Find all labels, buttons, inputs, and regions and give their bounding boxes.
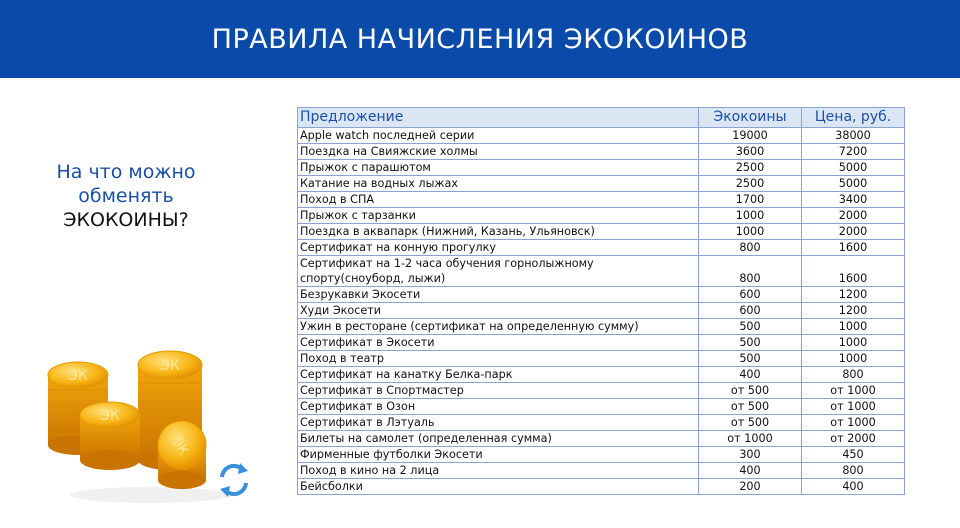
side-question-line-2: обменять bbox=[78, 185, 174, 207]
svg-text:ЭК: ЭК bbox=[168, 434, 191, 458]
table-row bbox=[298, 335, 905, 351]
cell-price: 38000 bbox=[802, 128, 905, 144]
cell-ecocoins: 1000 bbox=[699, 208, 802, 224]
cell-price: 800 bbox=[802, 463, 905, 479]
cell-price: 1000 bbox=[802, 351, 905, 367]
table-row bbox=[298, 415, 905, 431]
svg-text:ЭК: ЭК bbox=[100, 408, 120, 424]
cell-ecocoins: 500 bbox=[699, 335, 802, 351]
column-header-price: Цена, руб. bbox=[802, 108, 905, 128]
table-row bbox=[298, 160, 905, 176]
refresh-icon bbox=[220, 463, 248, 497]
cell-offer: Поход в СПА bbox=[298, 192, 699, 208]
cell-price: от 1000 bbox=[802, 415, 905, 431]
cell-price: 3400 bbox=[802, 192, 905, 208]
cell-ecocoins: от 500 bbox=[699, 399, 802, 415]
cell-offer: Сертификат на конную прогулку bbox=[298, 240, 699, 256]
table-row bbox=[298, 367, 905, 383]
cell-offer: Бейсболки bbox=[298, 479, 699, 495]
cell-ecocoins: 1700 bbox=[699, 192, 802, 208]
cell-offer: Фирменные футболки Экосети bbox=[298, 447, 699, 463]
cell-price: 1000 bbox=[802, 319, 905, 335]
cell-ecocoins: от 500 bbox=[699, 383, 802, 399]
table-row bbox=[298, 256, 905, 287]
cell-offer: Ужин в ресторане (сертификат на определенную сумму) bbox=[298, 319, 699, 335]
cell-ecocoins: 500 bbox=[699, 351, 802, 367]
side-question-line-3: ЭКОКОИНЫ? bbox=[63, 209, 189, 231]
cell-price: от 1000 bbox=[802, 383, 905, 399]
table-row bbox=[298, 128, 905, 144]
cell-price: 1600 bbox=[802, 240, 905, 256]
cell-ecocoins: 1000 bbox=[699, 224, 802, 240]
cell-ecocoins: 200 bbox=[699, 479, 802, 495]
cell-offer: Билеты на самолет (определенная сумма) bbox=[298, 431, 699, 447]
cell-offer: Сертификат на канатку Белка-парк bbox=[298, 367, 699, 383]
cell-price: 1000 bbox=[802, 335, 905, 351]
cell-ecocoins: 600 bbox=[699, 303, 802, 319]
cell-offer: Катание на водных лыжах bbox=[298, 176, 699, 192]
table-row bbox=[298, 192, 905, 208]
cell-offer: Прыжок с тарзанки bbox=[298, 208, 699, 224]
cell-price: 5000 bbox=[802, 176, 905, 192]
column-header-ecocoins: Экокоины bbox=[699, 108, 802, 128]
table-row bbox=[298, 399, 905, 415]
table-row bbox=[298, 144, 905, 160]
cell-ecocoins: 800 bbox=[699, 240, 802, 256]
cell-price: 7200 bbox=[802, 144, 905, 160]
coin-front-right bbox=[158, 421, 206, 489]
cell-offer: Поход в кино на 2 лица bbox=[298, 463, 699, 479]
coin-front-left bbox=[80, 402, 140, 470]
table-body bbox=[298, 128, 905, 495]
cell-offer: Сертификат в Озон bbox=[298, 399, 699, 415]
cell-offer: Худи Экосети bbox=[298, 303, 699, 319]
cell-offer: Поход в театр bbox=[298, 351, 699, 367]
cell-price: 450 bbox=[802, 447, 905, 463]
table-row bbox=[298, 447, 905, 463]
offers-table-wrapper bbox=[297, 107, 905, 495]
cell-ecocoins: 500 bbox=[699, 319, 802, 335]
cell-price: 400 bbox=[802, 479, 905, 495]
table-row bbox=[298, 431, 905, 447]
table-row bbox=[298, 240, 905, 256]
table-row bbox=[298, 208, 905, 224]
cell-ecocoins: 300 bbox=[699, 447, 802, 463]
table-header-row bbox=[298, 108, 905, 128]
coins-illustration bbox=[40, 335, 260, 510]
cell-offer: Поездка в аквапарк (Нижний, Казань, Ульяновск) bbox=[298, 224, 699, 240]
cell-ecocoins: 600 bbox=[699, 287, 802, 303]
side-question-line-1: На что можно bbox=[56, 161, 196, 183]
cell-offer: Сертификат на 1-2 часа обучения горнолыжному спорту(сноуборд, лыжи) bbox=[298, 256, 699, 287]
cell-offer: Прыжок с парашютом bbox=[298, 160, 699, 176]
table-row bbox=[298, 176, 905, 192]
table-row bbox=[298, 479, 905, 495]
cell-offer: Сертификат в Спортмастер bbox=[298, 383, 699, 399]
table-row bbox=[298, 287, 905, 303]
cell-offer: Сертификат в Экосети bbox=[298, 335, 699, 351]
cell-ecocoins: от 1000 bbox=[699, 431, 802, 447]
cell-price: 1200 bbox=[802, 287, 905, 303]
cell-offer: Сертификат в Лэтуаль bbox=[298, 415, 699, 431]
table-row bbox=[298, 303, 905, 319]
side-question bbox=[36, 160, 216, 232]
cell-price: 2000 bbox=[802, 224, 905, 240]
cell-price: 2000 bbox=[802, 208, 905, 224]
table-row bbox=[298, 383, 905, 399]
table-row bbox=[298, 319, 905, 335]
table-row bbox=[298, 351, 905, 367]
cell-ecocoins: 3600 bbox=[699, 144, 802, 160]
offers-table bbox=[297, 107, 905, 495]
cell-offer: Apple watch последней серии bbox=[298, 128, 699, 144]
cell-price: 1600 bbox=[802, 256, 905, 287]
table-row bbox=[298, 463, 905, 479]
cell-price: от 2000 bbox=[802, 431, 905, 447]
cell-ecocoins: 800 bbox=[699, 256, 802, 287]
svg-text:ЭК: ЭК bbox=[160, 358, 180, 374]
cell-price: от 1000 bbox=[802, 399, 905, 415]
cell-ecocoins: 400 bbox=[699, 463, 802, 479]
cell-ecocoins: 2500 bbox=[699, 176, 802, 192]
cell-offer: Безрукавки Экосети bbox=[298, 287, 699, 303]
page-title: ПРАВИЛА НАЧИСЛЕНИЯ ЭКОКОИНОВ bbox=[211, 23, 749, 55]
cell-ecocoins: 2500 bbox=[699, 160, 802, 176]
cell-price: 800 bbox=[802, 367, 905, 383]
table-row bbox=[298, 224, 905, 240]
cell-ecocoins: от 500 bbox=[699, 415, 802, 431]
column-header-offer: Предложение bbox=[298, 108, 699, 128]
cell-price: 5000 bbox=[802, 160, 905, 176]
cell-offer: Поездка на Свияжские холмы bbox=[298, 144, 699, 160]
header-bar bbox=[0, 0, 960, 78]
cell-ecocoins: 400 bbox=[699, 367, 802, 383]
cell-price: 1200 bbox=[802, 303, 905, 319]
cell-ecocoins: 19000 bbox=[699, 128, 802, 144]
coin-label: ЭК bbox=[68, 368, 88, 384]
